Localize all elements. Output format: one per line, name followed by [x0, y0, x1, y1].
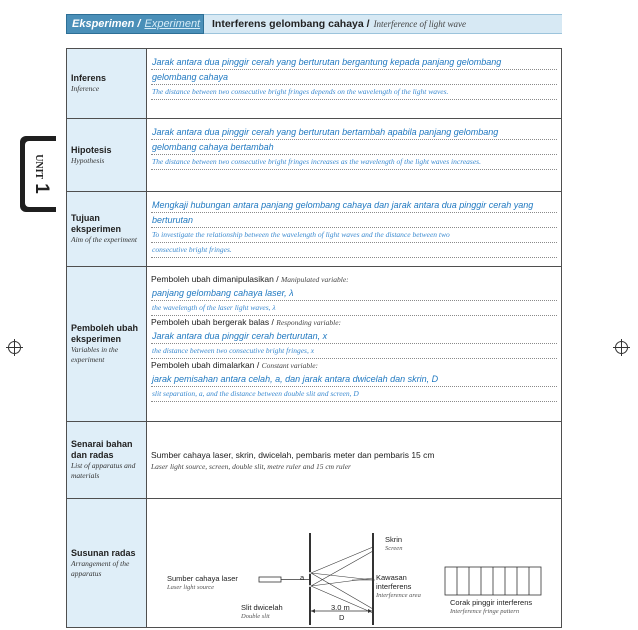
fringe-pattern — [445, 567, 541, 595]
row-label: Hipotesis — [71, 144, 112, 155]
unit-number: 1 — [30, 183, 52, 194]
row-label: Susunan radas — [71, 547, 136, 558]
manipulated-answer-en: the wavelength of the laser light waves, λ — [151, 301, 557, 316]
materials-text-en: Laser light source, screen, double slit, metre ruler and 15 cm ruler — [151, 462, 351, 471]
answer-line: gelombang cahaya bertambah — [151, 140, 557, 155]
experiment-title-bar — [204, 14, 562, 34]
constant-question: Pemboleh ubah dimalarkan / — [151, 360, 260, 370]
responding-answer-en: the distance between two consecutive bright fringes, x — [151, 344, 557, 359]
laser-source-shape — [259, 577, 281, 582]
unit-label: UNIT — [32, 154, 44, 180]
apparatus-diagram — [147, 499, 561, 627]
row-label: Pemboleh ubah eksperimen — [71, 323, 139, 344]
variable-question — [151, 359, 557, 372]
row-setup — [67, 499, 561, 627]
constant-answer: jarak pemisahan antara celah, a, dan jarak antara dwicelah dan skrin, D — [151, 372, 557, 387]
row-label-en: Hypothesis — [71, 155, 105, 165]
screen-label: Skrin Screen — [385, 535, 403, 552]
row-aim — [67, 192, 561, 267]
answer-line-en: The distance between two consecutive bright fringes increases as the wavelength of the light waves increases. — [151, 155, 557, 170]
row-label: Tujuan eksperimen — [71, 213, 122, 234]
distance-symbol: D — [339, 613, 345, 622]
responding-question-en: Responding variable: — [276, 318, 342, 327]
row-label: Senarai bahan dan radas — [71, 439, 133, 460]
row-variables — [67, 267, 561, 422]
answer-line: gelombang cahaya — [151, 70, 557, 85]
manipulated-answer: panjang gelombang cahaya laser, λ — [151, 286, 557, 301]
answer-line-en: consecutive bright fringes. — [151, 243, 557, 258]
responding-question: Pemboleh ubah bergerak balas / — [151, 317, 274, 327]
unit-tab — [20, 136, 56, 212]
row-label-en: Inference — [71, 84, 100, 93]
row-label-en: Variables in the experiment — [71, 345, 119, 364]
registration-mark-right-icon — [615, 341, 628, 354]
header-banner — [66, 14, 562, 34]
experiment-tag-text-en: Experiment — [144, 18, 201, 30]
experiment-table — [66, 48, 562, 628]
row-label-en: Aim of the experiment — [71, 235, 138, 244]
row-label-en: List of apparatus and materials — [71, 461, 136, 480]
answer-line: Jarak antara dua pinggir cerah yang berturutan bertambah apabila panjang gelombang — [151, 125, 557, 140]
constant-question-en: Constant variable: — [261, 361, 319, 370]
materials-text: Sumber cahaya laser, skrin, dwicelah, pembaris meter dan pembaris 15 cm — [151, 450, 435, 460]
double-slit-label: Slit dwicelah Double slit — [241, 603, 283, 620]
constant-answer-en: slit separation, a, and the distance between double slit and screen, D — [151, 387, 557, 402]
distance-label: 3.0 m — [331, 603, 350, 612]
experiment-tag-text: Eksperimen / — [72, 18, 141, 30]
variable-question — [151, 273, 557, 286]
row-hypothesis — [67, 119, 561, 192]
row-label: Inferens — [71, 73, 107, 83]
manipulated-question: Pemboleh ubah dimanipulasikan / — [151, 274, 279, 284]
answer-line-en: To investigate the relationship between the wavelength of light waves and the distance between two — [151, 228, 557, 243]
answer-line: Jarak antara dua pinggir cerah yang berturutan bergantung kepada panjang gelombang — [151, 55, 557, 70]
fringe-pattern-label: Corak pinggir interferens Interference fringe pattern — [450, 598, 533, 615]
answer-line-en: The distance between two consecutive bright fringes depends on the wavelength of the light waves. — [151, 85, 557, 100]
registration-mark-left-icon — [8, 341, 21, 354]
variable-question — [151, 316, 557, 329]
interference-area-label: Kawasan interferens Interference area — [376, 573, 421, 599]
row-materials — [67, 422, 561, 499]
experiment-tag — [66, 14, 204, 34]
row-label-en: Arrangement of the apparatus — [71, 558, 130, 578]
experiment-title: Interferens gelombang cahaya / — [212, 18, 370, 30]
row-inference — [67, 49, 561, 119]
responding-answer: Jarak antara dua pinggir cerah berturutan, x — [151, 329, 557, 344]
laser-label: Sumber cahaya laser Laser light source — [167, 574, 238, 591]
answer-line: berturutan — [151, 213, 557, 228]
slit-separation-label: a — [300, 573, 305, 582]
experiment-title-en: Interference of light wave — [373, 19, 466, 29]
answer-line: Mengkaji hubungan antara panjang gelombang cahaya dan jarak antara dua pinggir cerah yang — [151, 198, 557, 213]
manipulated-question-en: Manipulated variable: — [280, 275, 349, 284]
